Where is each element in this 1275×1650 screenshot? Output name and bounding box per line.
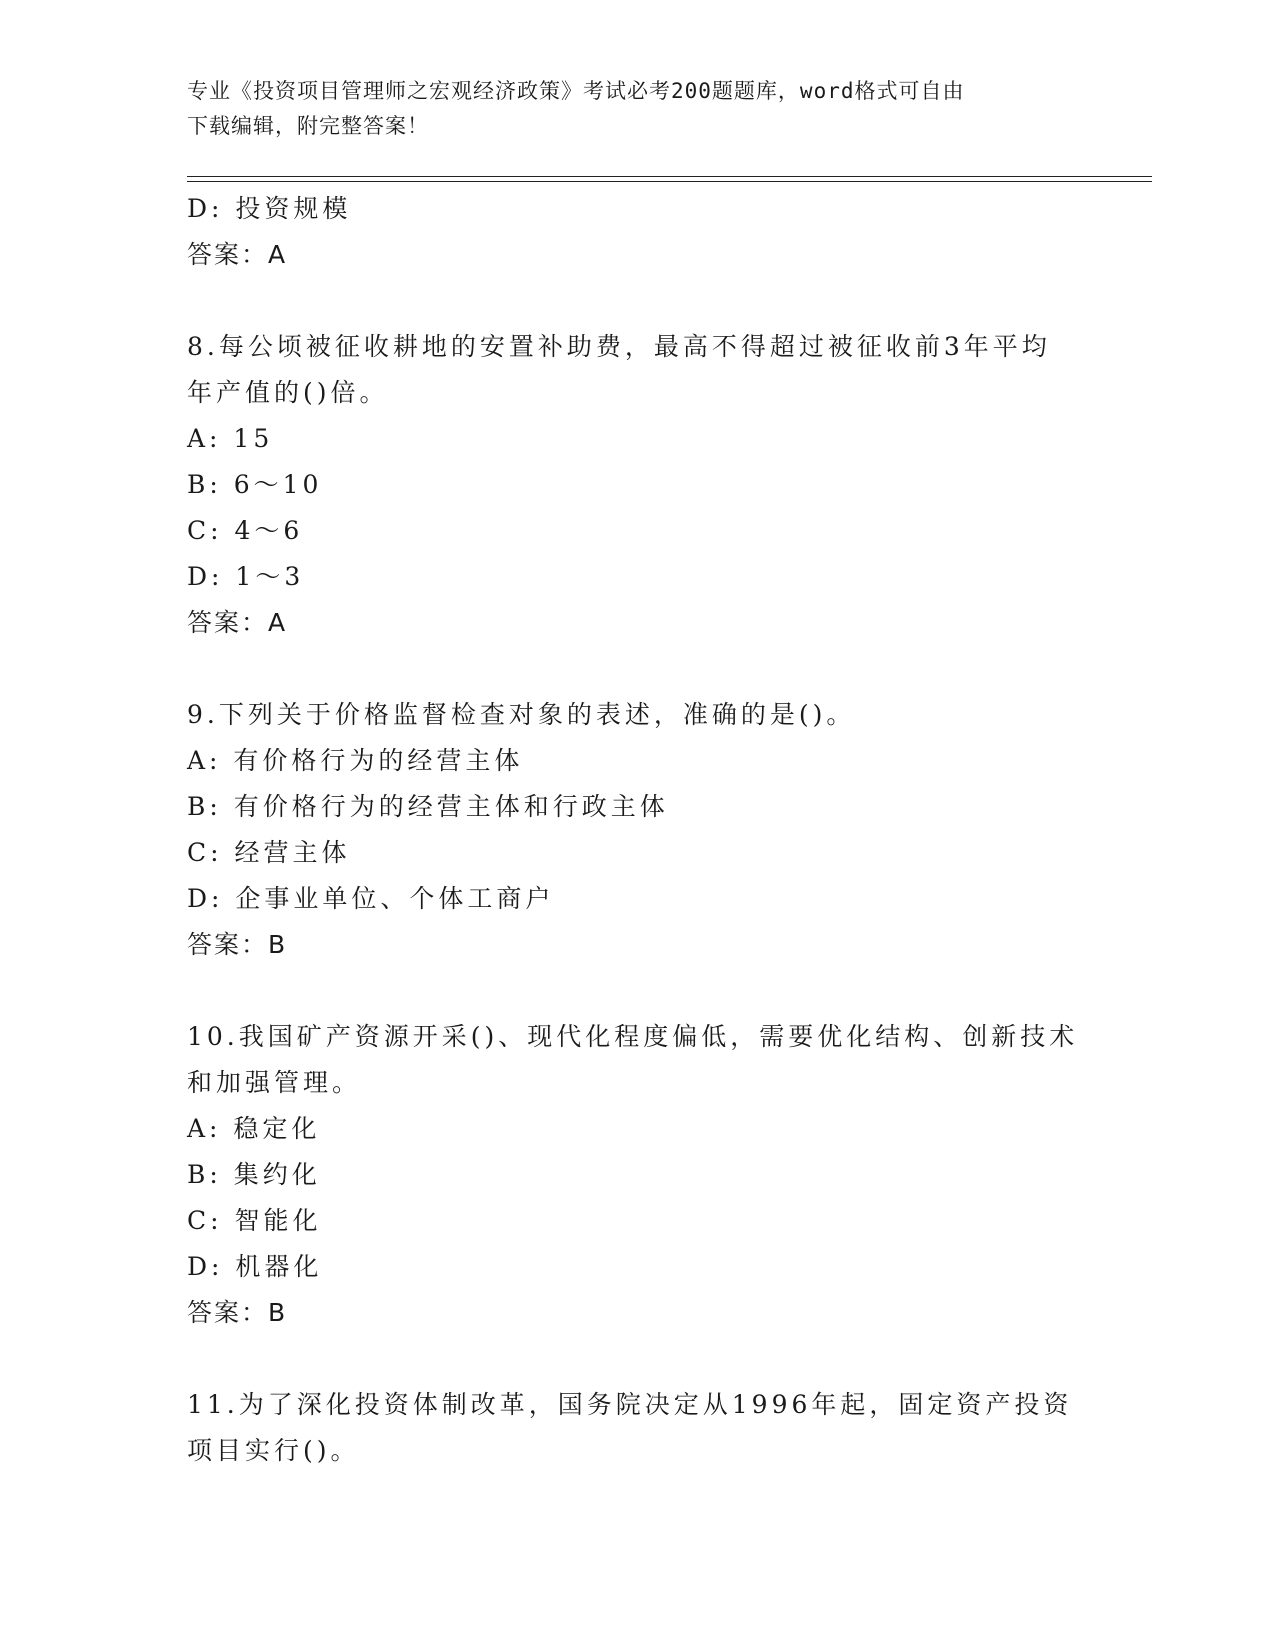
question-9: [187, 692, 1087, 968]
answer: 答案：B: [187, 930, 288, 959]
option-b: B: 集约化: [187, 1160, 321, 1189]
previous-question-tail: [187, 186, 1087, 278]
question-10: [187, 1014, 1087, 1336]
option-d: D: 投资规模: [187, 194, 352, 223]
option-a: A: 稳定化: [187, 1114, 321, 1143]
option-c: C: 经营主体: [187, 838, 351, 867]
question-text: 11.为了深化投资体制改革，国务院决定从1996年起，固定资产投资: [187, 1390, 1073, 1419]
option-c: C: 智能化: [187, 1206, 322, 1235]
document-header: [187, 74, 1087, 144]
answer: 答案：A: [187, 608, 288, 637]
question-8: [187, 324, 1087, 646]
question-text: 9.下列关于价格监督检查对象的表述，准确的是()。: [187, 700, 856, 729]
header-line-2: 下载编辑，附完整答案！: [187, 114, 429, 138]
option-b: B: 6～10: [187, 470, 323, 499]
option-a: A: 有价格行为的经营主体: [187, 746, 524, 775]
question-text: 8.每公顷被征收耕地的安置补助费，最高不得超过被征收前3年平均: [187, 332, 1051, 361]
document-body: [187, 186, 1087, 1474]
header-line-1: 专业《投资项目管理师之宏观经济政策》考试必考200题题库，word格式可自由: [187, 79, 965, 103]
header-divider-bottom: [187, 181, 1152, 182]
answer: 答案：A: [187, 240, 288, 269]
option-a: A: 15: [187, 424, 274, 453]
option-c: C: 4～6: [187, 516, 304, 545]
option-d: D: 机器化: [187, 1252, 323, 1281]
answer: 答案：B: [187, 1298, 288, 1327]
option-d: D: 企事业单位、个体工商户: [187, 884, 555, 913]
header-divider-top: [187, 176, 1152, 177]
question-11: [187, 1382, 1087, 1474]
option-b: B: 有价格行为的经营主体和行政主体: [187, 792, 669, 821]
question-text: 项目实行()。: [187, 1436, 360, 1465]
option-d: D: 1～3: [187, 562, 305, 591]
question-text: 10.我国矿产资源开采()、现代化程度偏低，需要优化结构、创新技术: [187, 1022, 1079, 1051]
question-text: 和加强管理。: [187, 1068, 362, 1097]
question-text: 年产值的()倍。: [187, 378, 389, 407]
